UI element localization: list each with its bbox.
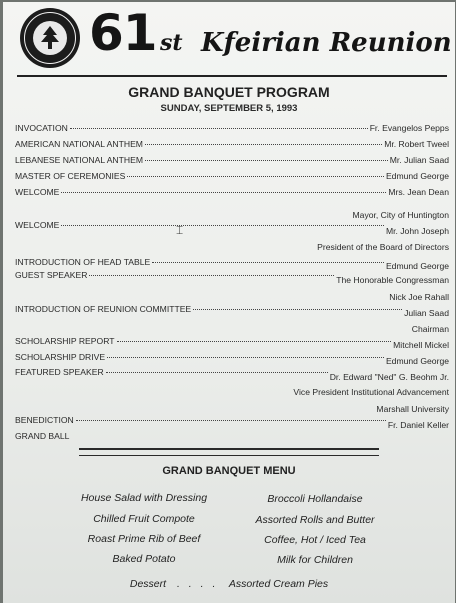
- program-role: INTRODUCTION OF REUNION COMMITTEE: [15, 304, 192, 314]
- leader-dots: [76, 420, 386, 421]
- program-person: Mrs. Jean Dean: [388, 187, 449, 197]
- tree-icon: [39, 25, 61, 51]
- program-role: SCHOLARSHIP DRIVE: [15, 352, 106, 362]
- menu-item: Coffee, Hot / Iced Tea: [264, 534, 366, 546]
- document-page: [3, 2, 455, 603]
- menu-item: Milk for Children: [277, 554, 353, 566]
- reunion-number-suffix: st: [160, 30, 183, 56]
- program-row: [15, 155, 449, 168]
- program-row: [15, 431, 449, 444]
- program-row: [15, 352, 449, 365]
- program-row: [15, 220, 449, 236]
- leader-dots: [106, 372, 328, 373]
- leader-dots: [61, 192, 386, 193]
- program-person: Dr. Edward "Ned" G. Beohm Jr.: [329, 372, 449, 382]
- program-role: LEBANESE NATIONAL ANTHEM: [15, 155, 143, 165]
- program-row: [15, 367, 449, 380]
- program-role: SCHOLARSHIP REPORT: [15, 336, 115, 346]
- dessert-label: Dessert: [129, 578, 167, 590]
- program-person: The Honorable Congressman: [336, 275, 449, 285]
- leader-dots: [70, 128, 368, 129]
- program-subtitle: Chairman: [411, 324, 449, 334]
- program-person: Edmund George: [385, 356, 449, 366]
- program-subtitle: Marshall University: [376, 404, 449, 414]
- seal-center: [33, 21, 67, 55]
- program-person: Mr. Julian Saad: [389, 155, 449, 165]
- reunion-number: 61: [89, 4, 157, 62]
- program-title: GRAND BANQUET PROGRAM: [128, 84, 330, 100]
- leader-dots: [117, 341, 392, 342]
- program-person: Edmund George: [385, 171, 449, 181]
- program-subtitle: Nick Joe Rahall: [389, 292, 449, 302]
- program-role: BENEDICTION: [15, 415, 74, 425]
- leader-dots: [152, 262, 384, 263]
- program-person: Fr. Daniel Keller: [387, 420, 449, 430]
- program-row: [15, 139, 449, 152]
- program-row: [15, 187, 449, 200]
- leader-dots: [107, 357, 384, 358]
- tree-seal-icon: [20, 8, 80, 68]
- menu-item: Baked Potato: [112, 553, 176, 565]
- program-row: [15, 304, 449, 317]
- dessert-value: Assorted Cream Pies: [228, 578, 329, 590]
- program-role: INTRODUCTION OF HEAD TABLE: [15, 257, 151, 267]
- program-person: Fr. Evangelos Pepps: [369, 123, 449, 133]
- program-role: AMERICAN NATIONAL ANTHEM: [15, 139, 143, 149]
- program-role: WELCOME: [15, 220, 60, 230]
- menu-item: Assorted Rolls and Butter: [255, 514, 375, 526]
- leader-dots: [145, 144, 382, 145]
- program-person: Mitchell Mickel: [393, 340, 449, 350]
- menu-item: Broccoli Hollandaise: [267, 493, 363, 505]
- reunion-title: Kfeirian Reunion: [201, 28, 452, 58]
- menu-divider: [79, 448, 379, 456]
- program-row: [15, 257, 449, 270]
- leader-dots: [127, 176, 384, 177]
- program-person: Julian Saad: [404, 308, 449, 318]
- program-row: [15, 171, 449, 184]
- program-role: INVOCATION: [15, 123, 68, 133]
- program-role: FEATURED SPEAKER: [15, 367, 104, 377]
- program-person: Mr. Robert Tweel: [384, 139, 449, 149]
- program-role: GRAND BALL: [15, 431, 70, 441]
- program-row: [15, 123, 449, 136]
- program-role: MASTER OF CEREMONIES: [15, 171, 126, 181]
- program-person: Edmund George: [385, 261, 449, 271]
- seal-ring: [24, 12, 76, 64]
- leader-dots: [193, 309, 402, 310]
- menu-item: Chilled Fruit Compote: [93, 513, 195, 525]
- program-person: Mr. John Joseph: [385, 226, 449, 236]
- leader-dots: [145, 160, 388, 161]
- program-row: [15, 415, 449, 428]
- program-role: GUEST SPEAKER: [15, 270, 88, 280]
- program-date: SUNDAY, SEPTEMBER 5, 1993: [160, 103, 298, 114]
- program-row: [15, 270, 449, 283]
- program-subtitle: Mayor, City of Huntington: [352, 210, 449, 220]
- dessert-separator: . . . .: [176, 578, 219, 590]
- leader-dots: [61, 225, 384, 226]
- menu-item: Roast Prime Rib of Beef: [87, 533, 201, 545]
- menu-item: House Salad with Dressing: [80, 492, 208, 504]
- text-cursor-icon: ⌶: [176, 223, 184, 237]
- program-role: WELCOME: [15, 187, 60, 197]
- menu-title: GRAND BANQUET MENU: [162, 465, 296, 477]
- program-subtitle: Vice President Institutional Advancement: [293, 387, 449, 397]
- header-divider: [17, 75, 447, 77]
- program-subtitle: President of the Board of Directors: [317, 242, 449, 252]
- dessert-line: [3, 578, 455, 590]
- leader-dots: [89, 275, 334, 276]
- program-row: [15, 336, 449, 349]
